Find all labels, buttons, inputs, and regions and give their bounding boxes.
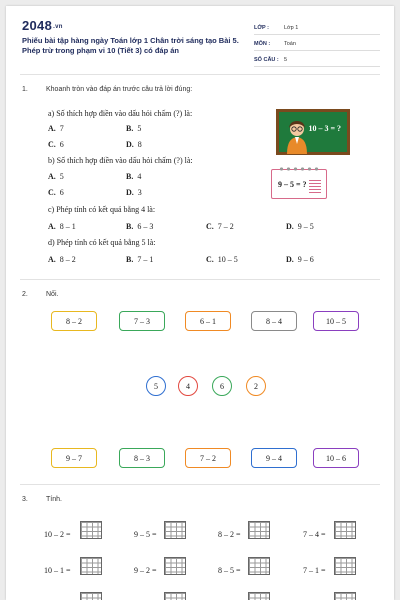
answer-grid[interactable] (334, 592, 356, 600)
meta-class: LỚP : Lớp 1 (254, 20, 380, 35)
match-bottom-box[interactable]: 9 – 4 (251, 448, 297, 468)
match-top-box[interactable]: 7 – 3 (119, 311, 165, 331)
teacher-icon (284, 120, 310, 154)
q1b-option-b[interactable]: B. 4 (126, 172, 142, 181)
q1b-question: b) Số thích hợp điền vào dấu hỏi chấm (?) là: (48, 156, 193, 165)
card-illustration (271, 169, 327, 199)
answer-grid[interactable] (334, 557, 356, 575)
worksheet-page (6, 6, 394, 600)
site-logo[interactable]: 2048.vn (22, 18, 63, 33)
q2-number: 2. (22, 291, 28, 298)
answer-grid[interactable] (164, 557, 186, 575)
match-top-box[interactable]: 6 – 1 (185, 311, 231, 331)
q1a-option-c[interactable]: C. 6 (48, 140, 64, 149)
q2-instruction: Nối. (46, 291, 59, 298)
q1d-question: d) Phép tính có kết quả bằng 5 là: (48, 238, 156, 247)
q3-instruction: Tính. (46, 496, 62, 503)
calc-expression: 8 – 5 = (218, 566, 241, 575)
meta-subject: MÔN : Toán (254, 36, 380, 51)
calc-expression: 8 – 2 = (218, 530, 241, 539)
calc-expression: 7 – 1 = (303, 566, 326, 575)
answer-grid[interactable] (80, 557, 102, 575)
spiral-rings (278, 166, 322, 172)
q1c-option-c[interactable]: C. 7 – 2 (206, 222, 234, 231)
q1a-question: a) Số thích hợp điền vào dấu hỏi chấm (?) là: (48, 109, 193, 118)
card-equation: 9 – 5 = ? (278, 180, 307, 189)
answer-grid[interactable] (248, 592, 270, 600)
q1d-option-b[interactable]: B. 7 – 1 (126, 255, 154, 264)
meta-question-count: SỐ CÂU : 5 (254, 52, 380, 67)
divider (20, 74, 380, 75)
answer-grid[interactable] (164, 521, 186, 539)
q1d-option-c[interactable]: C. 10 – 5 (206, 255, 238, 264)
board-equation: 10 – 3 = ? (308, 124, 341, 133)
answer-grid[interactable] (334, 521, 356, 539)
match-bottom-box[interactable]: 9 – 7 (51, 448, 97, 468)
match-top-box[interactable]: 8 – 2 (51, 311, 97, 331)
q1d-option-d[interactable]: D. 9 – 6 (286, 255, 314, 264)
q1c-option-d[interactable]: D. 9 – 5 (286, 222, 314, 231)
calc-expression: 9 – 2 = (134, 566, 157, 575)
match-top-box[interactable]: 10 – 5 (313, 311, 359, 331)
worksheet-title: Phiếu bài tập hàng ngày Toán lớp 1 Chân trời sáng tạo Bài 5. Phép trừ trong phạm vi 10 (Tiết 3) có đáp án (22, 36, 239, 55)
q1-instruction: Khoanh tròn vào đáp án trước câu trả lời đúng: (46, 86, 193, 93)
divider (20, 279, 380, 280)
match-number-circle[interactable]: 2 (246, 376, 266, 396)
q1-number: 1. (22, 86, 28, 93)
q1c-option-b[interactable]: B. 6 – 3 (126, 222, 154, 231)
calc-expression: 10 – 2 = (44, 530, 71, 539)
match-top-box[interactable]: 8 – 4 (251, 311, 297, 331)
match-bottom-box[interactable]: 10 – 6 (313, 448, 359, 468)
answer-grid[interactable] (80, 521, 102, 539)
q1b-option-a[interactable]: A. 5 (48, 172, 64, 181)
q1a-option-a[interactable]: A. 7 (48, 124, 64, 133)
divider (20, 484, 380, 485)
q1a-option-b[interactable]: B. 5 (126, 124, 142, 133)
q1c-option-a[interactable]: A. 8 – 1 (48, 222, 76, 231)
answer-grid[interactable] (164, 592, 186, 600)
calc-expression: 10 – 1 = (44, 566, 71, 575)
q1b-option-d[interactable]: D. 3 (126, 188, 142, 197)
match-bottom-box[interactable]: 8 – 3 (119, 448, 165, 468)
q1b-option-c[interactable]: C. 6 (48, 188, 64, 197)
q1d-option-a[interactable]: A. 8 – 2 (48, 255, 76, 264)
answer-grid[interactable] (248, 557, 270, 575)
q1a-option-d[interactable]: D. 8 (126, 140, 142, 149)
answer-grid[interactable] (80, 592, 102, 600)
match-number-circle[interactable]: 5 (146, 376, 166, 396)
answer-grid[interactable] (248, 521, 270, 539)
q3-number: 3. (22, 496, 28, 503)
calc-expression: 7 – 4 = (303, 530, 326, 539)
match-number-circle[interactable]: 6 (212, 376, 232, 396)
match-number-circle[interactable]: 4 (178, 376, 198, 396)
calc-expression: 9 – 5 = (134, 530, 157, 539)
q1c-question: c) Phép tính có kết quả bằng 4 là: (48, 205, 156, 214)
match-bottom-box[interactable]: 7 – 2 (185, 448, 231, 468)
